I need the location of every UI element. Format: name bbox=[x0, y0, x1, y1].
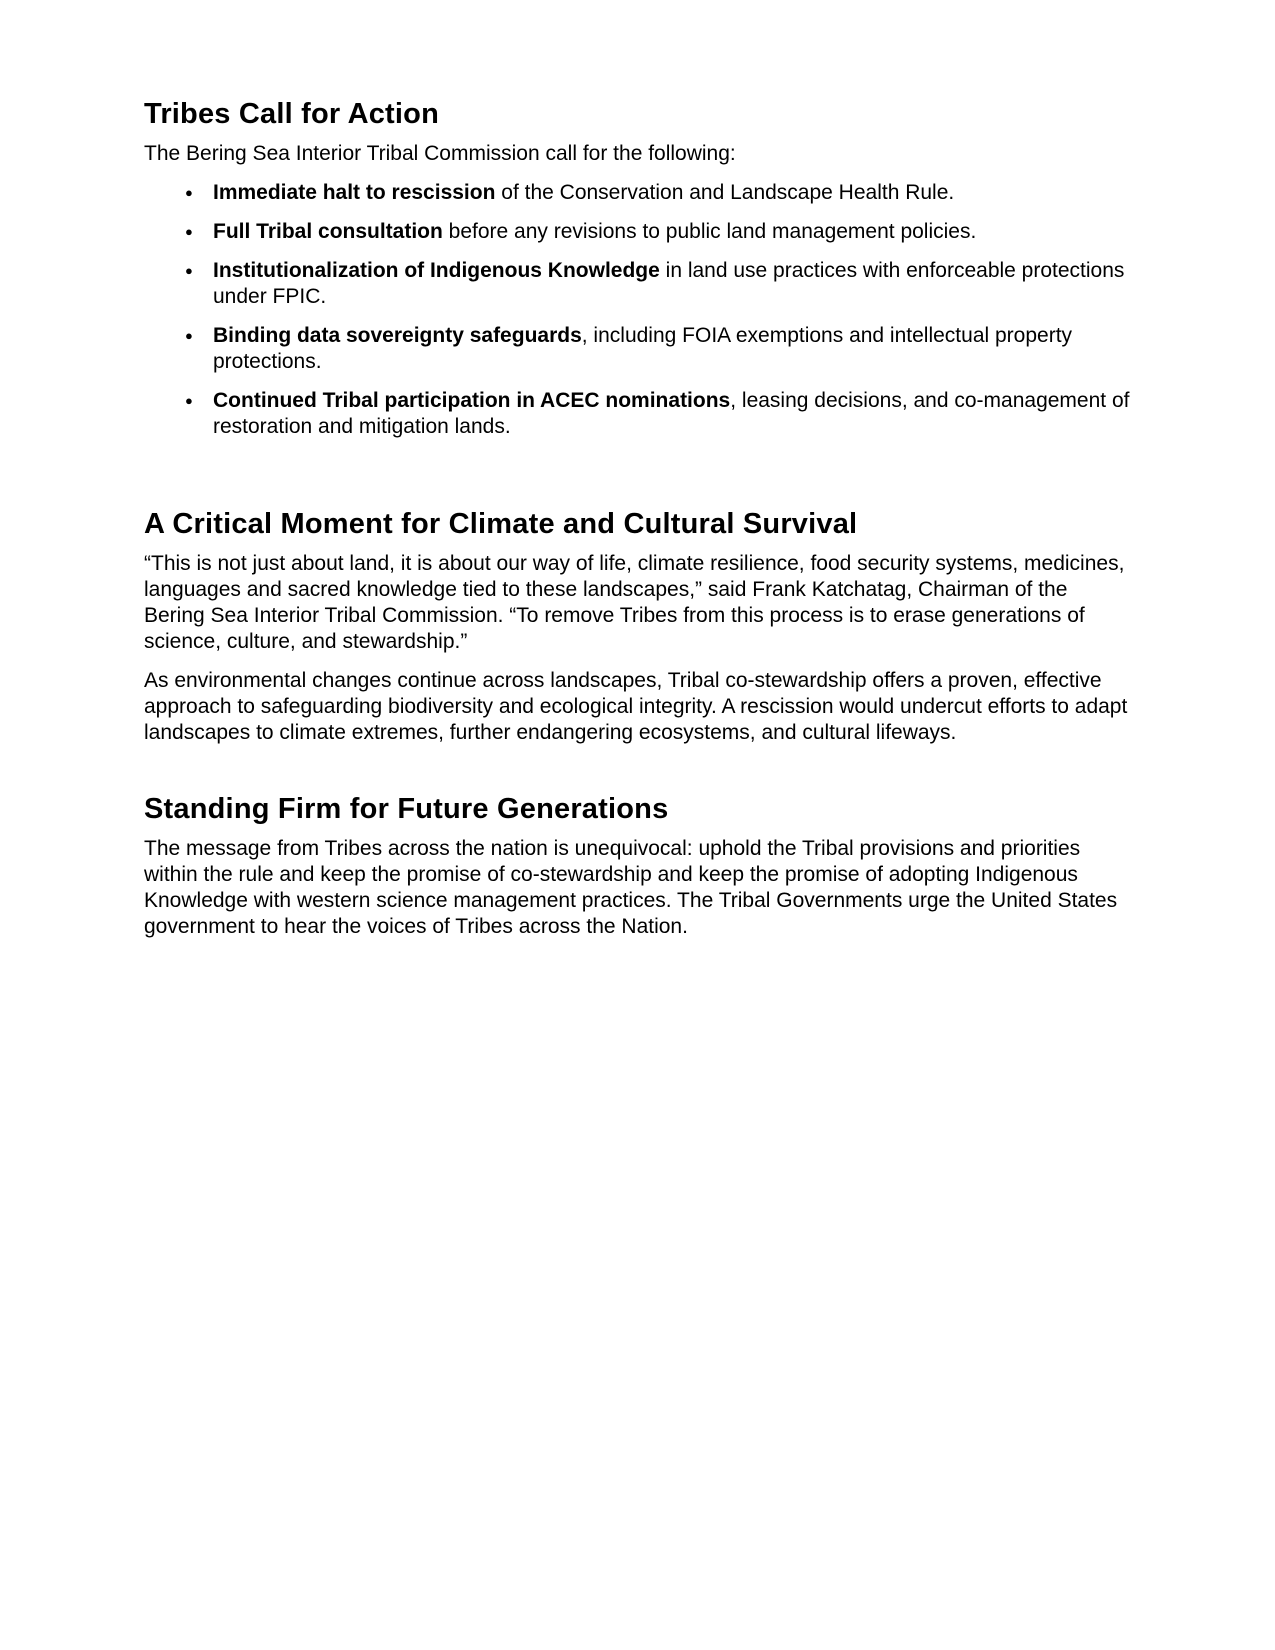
list-item-bold-lead: Immediate halt to rescission bbox=[213, 181, 496, 204]
list-item-bold-lead: Institutionalization of Indigenous Knowledge bbox=[213, 259, 660, 282]
list-item bbox=[144, 258, 1133, 310]
list-item bbox=[144, 323, 1133, 375]
list-item bbox=[144, 388, 1133, 440]
section-heading-standing-firm: Standing Firm for Future Generations bbox=[144, 793, 669, 825]
list-item bbox=[144, 180, 1133, 206]
list-item-text: , including FOIA exemptions and intellectual property protections. bbox=[213, 324, 1073, 373]
intro-paragraph: The Bering Sea Interior Tribal Commission call for the following: bbox=[144, 142, 736, 165]
list-item-bold-lead: Full Tribal consultation bbox=[213, 220, 443, 243]
body-paragraph: As environmental changes continue across landscapes, Tribal co-stewardship offers a proven, effective approach to safeguarding biodiversity and ecological integrity. A rescission would undercut efforts to adapt landscapes to climate extremes, further endangering ecosystems, and cultural lifeways. bbox=[144, 669, 1128, 744]
bullet-icon: ● bbox=[185, 224, 193, 239]
closing-paragraph: The message from Tribes across the nation is unequivocal: uphold the Tribal provisions and priorities within the rule and keep the promise of co-stewardship and keep the promise of adopting Indigenous Knowledge with western science management practices. The Tribal Governments urge the United States government to hear the voices of Tribes across the Nation. bbox=[144, 837, 1118, 938]
list-item-text: in land use practices with enforceable protections under FPIC. bbox=[213, 259, 1125, 308]
call-for-action-list bbox=[144, 180, 1133, 461]
section-heading-critical-moment: A Critical Moment for Climate and Cultural Survival bbox=[144, 508, 858, 540]
list-item-text: of the Conservation and Landscape Health Rule. bbox=[495, 181, 955, 204]
list-item-bold-lead: Continued Tribal participation in ACEC nominations bbox=[213, 389, 731, 412]
list-item-bold-lead: Binding data sovereignty safeguards bbox=[213, 324, 582, 347]
list-item-text: before any revisions to public land management policies. bbox=[442, 220, 977, 243]
section-heading-tribes-call-for-action: Tribes Call for Action bbox=[144, 98, 439, 130]
list-item bbox=[144, 219, 1133, 245]
bullet-icon: ● bbox=[185, 263, 193, 278]
bullet-icon: ● bbox=[185, 185, 193, 200]
quote-paragraph: “This is not just about land, it is about our way of life, climate resilience, food security systems, medicines, languages and sacred knowledge tied to these landscapes,” said Frank Katchatag, Chairman of the Bering Sea Interior Tribal Commission. “To remove Tribes from this process is to erase generations of science, culture, and stewardship.” bbox=[144, 552, 1125, 653]
bullet-icon: ● bbox=[185, 393, 193, 408]
list-item-text: , leasing decisions, and co-management of restoration and mitigation lands. bbox=[213, 389, 1130, 438]
bullet-icon: ● bbox=[185, 328, 193, 343]
